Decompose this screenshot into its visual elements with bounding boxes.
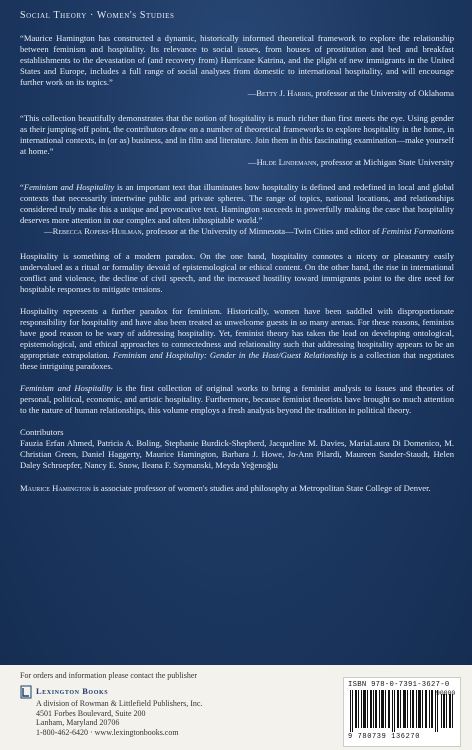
author-bio-text: is associate professor of women's studies and philosophy at Metropolitan State College of Denver. — [90, 483, 431, 493]
blurb-author: Rebecca Ropers-Huilman — [52, 226, 142, 236]
journal-title: Feminist Formations — [381, 226, 454, 236]
publisher-city: Lanham, Maryland 20706 — [36, 718, 120, 728]
publisher-contact: 1-800-462-6420 · www.lexingtonbooks.com — [36, 727, 179, 737]
blurb-author: Betty J. Harris — [256, 88, 312, 98]
blurb-attribution: —Hilde Lindemann, professor at Michigan State University — [247, 157, 454, 167]
blurb-text: “Maurice Hamington has constructed a dynamic, historically informed theoretical framework to explore the relationship between feminism and hospitality. Its relevance to social issues, from houses of prostitution and bed and breakfast establishments to the devastation of (and recovery from) Hurricane Katrina, and the plight of new immigrants in the United States and Europe, includes a full range of social analyses from domestic to international hospitality, and will encourage further work on its topics.” — [20, 33, 454, 87]
publisher-name: Lexington Books — [36, 687, 109, 697]
blurb-affiliation: , professor at Michigan State University — [316, 157, 454, 167]
blurb-text: is an important text that illuminates how hospitality is defined and redefined in local and global contexts that necessarily intertwine public and private spheres. The range of topics, national locations, and relationships considered truly make this a unique and provocative text. Hamington succeeds in powerfully making the case that hospitality deserves more attention in our complex and often inhospitable world.” — [20, 182, 454, 225]
description-paragraph-3 — [20, 383, 454, 416]
price-code: 90000 — [436, 690, 456, 697]
blurb-attribution: —Rebecca Ropers-Huilman, professor at the University of Minnesota—Twin Cities and editor of Feminist Formations — [44, 226, 454, 236]
description-paragraph-1: Hospitality is something of a modern paradox. On the one hand, hospitality connotes a nicety or pleasantry easily undervalued as a ritual or formality devoid of epistemological or ethical content. On the other hand, the rise in international conflict and violence, the decline of civil speech, and the increased hostility toward immigrants point to the dire need for hospitable responses to mitigate tensions. — [20, 251, 454, 294]
series-label: Social Theory · Women's Studies — [20, 10, 175, 21]
book-full-title: Feminism and Hospitality: Gender in the Host/Guest Relationship — [112, 350, 348, 360]
author-name: Maurice Hamington — [20, 483, 91, 493]
isbn-number: ISBN 978-0-7391-3627-0 — [348, 681, 450, 689]
blurb-author: Hilde Lindemann — [256, 157, 317, 167]
book-title: Feminism and Hospitality — [23, 182, 115, 192]
book-title: Feminism and Hospitality — [20, 383, 113, 393]
blurb-1 — [20, 33, 454, 99]
paragraph-text: is the first collection of original works to bring a feminist analysis to issues and theories of personal, political, economic, and artistic hospitality. Furthermore, because feminist theorists have brought so much attention to the nature of human relationships, this volume employs a fresh analysis beyond the tradition in political theory. — [20, 383, 454, 415]
blurb-3: “Feminism and Hospitality is an important text that illuminates how hospitality is defined and redefined in local and global contexts that necessarily intertwine public and private spheres. The range of topics, national locations, and relationships considered truly make this a unique and provocative text. Hamington succeeds in powerfully making the case that hospitality deserves more attention in our complex and often inhospitable world.” —Rebecca Ropers-Huilman, professor at the University of Minnesota—Twin Cities and editor of Feminist Formations — [20, 182, 454, 236]
publisher-street: 4501 Forbes Boulevard, Suite 200 — [36, 708, 146, 718]
order-info: For orders and information please contact the publisher — [20, 671, 198, 680]
lexington-logo-icon — [20, 685, 32, 699]
publisher-division: A division of Rowman & Littlefield Publishers, Inc. — [36, 699, 203, 708]
blurb-attribution: —Betty J. Harris, professor at the University of Oklahoma — [247, 88, 454, 98]
paragraph-text: Hospitality represents a further paradox for feminism. Historically, women have been saddled with disproportionate responsibility for hospitality and have also been treated as unwelcome guests in so many arenas. For these reasons, feminists have good reason to be wary of addressing hospitality. Yet, feminist theory has taken the lead on developing ontological, epistemological, and ethical approaches to connectedness and relationality such that addressing hospitality appears to be an appropriate extrapolation. — [20, 306, 454, 360]
blurb-text: “This collection beautifully demonstrates that the notion of hospitality is much richer than first meets the eye. Using gender as their jumping-off point, the contributors draw on a number of theoretical frameworks to explore hospitality in the home, in international contexts, in (or as) business, and in film and literature. Join them in this fascinating examination—make yourself at home.” — [20, 113, 454, 156]
publisher-footer — [0, 665, 472, 750]
paragraph-text-end: is a collection that negotiates these intriguing paradoxes. — [20, 350, 454, 371]
isbn-barcode — [343, 677, 461, 747]
barcode-digits: 9 780739 136270 — [348, 733, 421, 741]
contributors-list: Fauzia Erfan Ahmed, Patricia A. Boling, Stephanie Burdick-Shepherd, Jacqueline M. Davies, MariaLaura Di Domenico, M. Christian Green, Daniel Haggerty, Maurice Hamington, Barbara J. Howe, Jo-Ann Pilardi, Maureen Sander-Staudt, Helen Daley Schroepfer, Nancy E. Snow, Ileana F. Szymanski, Meyda Yeğenoğlu — [20, 438, 454, 470]
blurb-affiliation: , professor at the University of Minnesota—Twin Cities and editor of — [141, 226, 382, 236]
contributors-heading: Contributors — [20, 427, 64, 437]
description-paragraph-2 — [20, 306, 454, 372]
publisher-block — [20, 685, 320, 737]
author-bio — [20, 483, 454, 494]
blurb-affiliation: , professor at the University of Oklahoma — [311, 88, 454, 98]
blurb-2 — [20, 113, 454, 168]
cover-text — [20, 10, 454, 494]
